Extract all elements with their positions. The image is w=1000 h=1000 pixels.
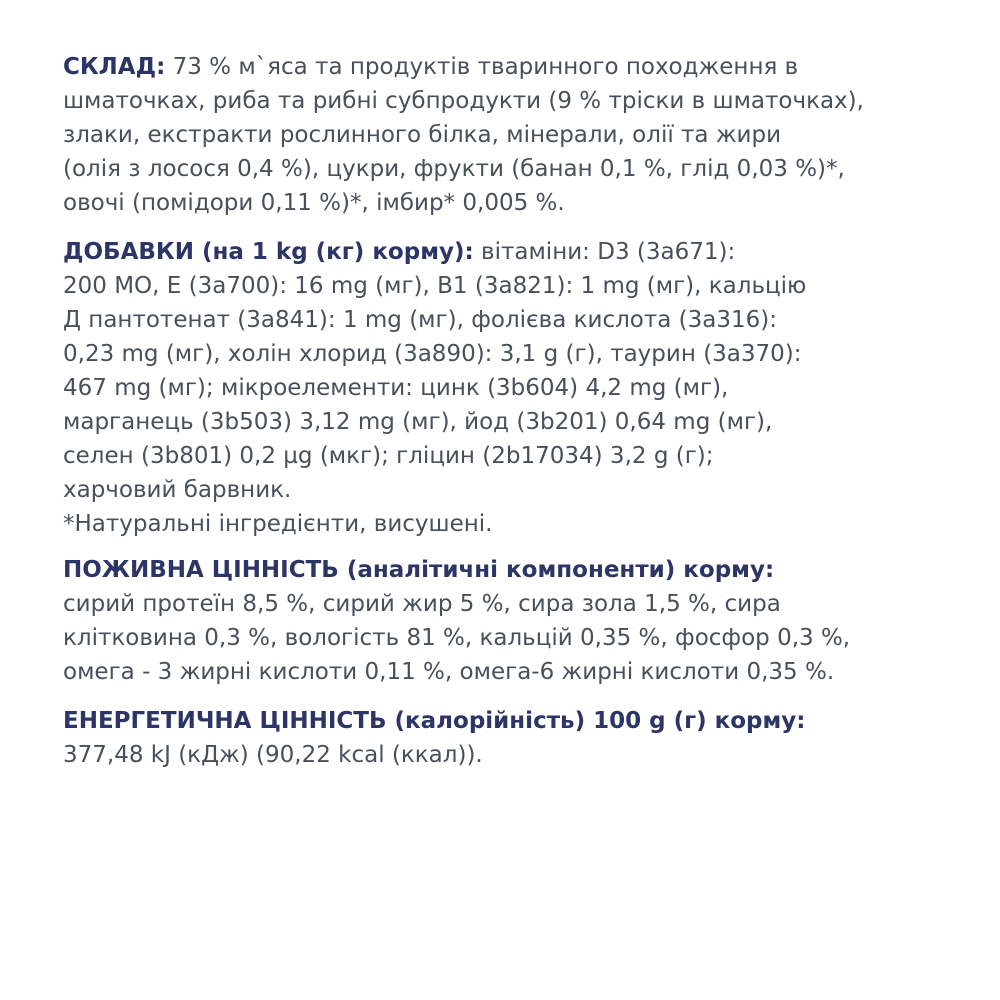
composition-document [63, 50, 983, 772]
additives-line-7: селен (3b801) 0,2 µg (мкг); гліцин (2b17034) 3,2 g (г); [63, 443, 714, 469]
nutrition-line-3: омега - 3 жирні кислоти 0,11 %, омега-6 жирні кислоти 0,35 %. [63, 659, 835, 685]
composition-line-5: овочі (помідори 0,11 %)*, імбир* 0,005 %. [63, 190, 565, 216]
composition-line-4: (олія з лосося 0,4 %), цукри, фрукти (банан 0,1 %, глід 0,03 %)*, [63, 156, 845, 182]
composition-line-3: злаки, екстракти рослинного білка, мінерали, олії та жири [63, 122, 782, 148]
nutrition-line-2: клітковина 0,3 %, вологість 81 %, кальцій 0,35 %, фосфор 0,3 %, [63, 625, 851, 651]
energy-heading: ЕНЕРГЕТИЧНА ЦІННІСТЬ (калорійність) 100 g (г) корму: [63, 708, 806, 734]
composition-line-1 [63, 50, 983, 84]
nutrition-heading: ПОЖИВНА ЦІННІСТЬ (аналітичні компоненти) корму: [63, 557, 775, 583]
additives-text: вітаміни: D3 (3a671): [473, 239, 736, 265]
composition-section [63, 50, 983, 220]
additives-line-1 [63, 235, 983, 269]
additives-line-4: 0,23 mg (мг), холін хлорид (3а890): 3,1 g (г), таурин (3а370): [63, 341, 802, 367]
additives-line-5: 467 mg (мг); мікроелементи: цинк (3b604) 4,2 mg (мг), [63, 375, 729, 401]
energy-line-1: 377,48 kJ (кДж) (90,22 kcal (ккал)). [63, 742, 483, 768]
composition-text: 73 % м`яса та продуктів тваринного походження в [165, 54, 799, 80]
additives-line-3: Д пантотенат (3а841): 1 mg (мг), фолієва кислота (3а316): [63, 307, 777, 333]
additives-heading: ДОБАВКИ (на 1 kg (кг) корму): [63, 239, 474, 265]
natural-ingredients-note: *Натуральні інгредієнти, висушені. [63, 511, 493, 537]
additives-line-6: марганець (3b503) 3,12 mg (мг), йод (3b201) 0,64 mg (мг), [63, 409, 773, 435]
nutrition-section [63, 553, 983, 689]
additives-line-8: харчовий барвник. [63, 477, 292, 503]
additives-section [63, 235, 983, 541]
additives-line-2: 200 МО, Е (3а700): 16 mg (мг), В1 (3а821): 1 mg (мг), кальцію [63, 273, 807, 299]
composition-line-2: шматочках, риба та рибні субпродукти (9 % тріски в шматочках), [63, 88, 864, 114]
nutrition-line-1: сирий протеїн 8,5 %, сирий жир 5 %, сира зола 1,5 %, сира [63, 591, 781, 617]
composition-heading: СКЛАД: [63, 54, 166, 80]
energy-section [63, 704, 983, 772]
